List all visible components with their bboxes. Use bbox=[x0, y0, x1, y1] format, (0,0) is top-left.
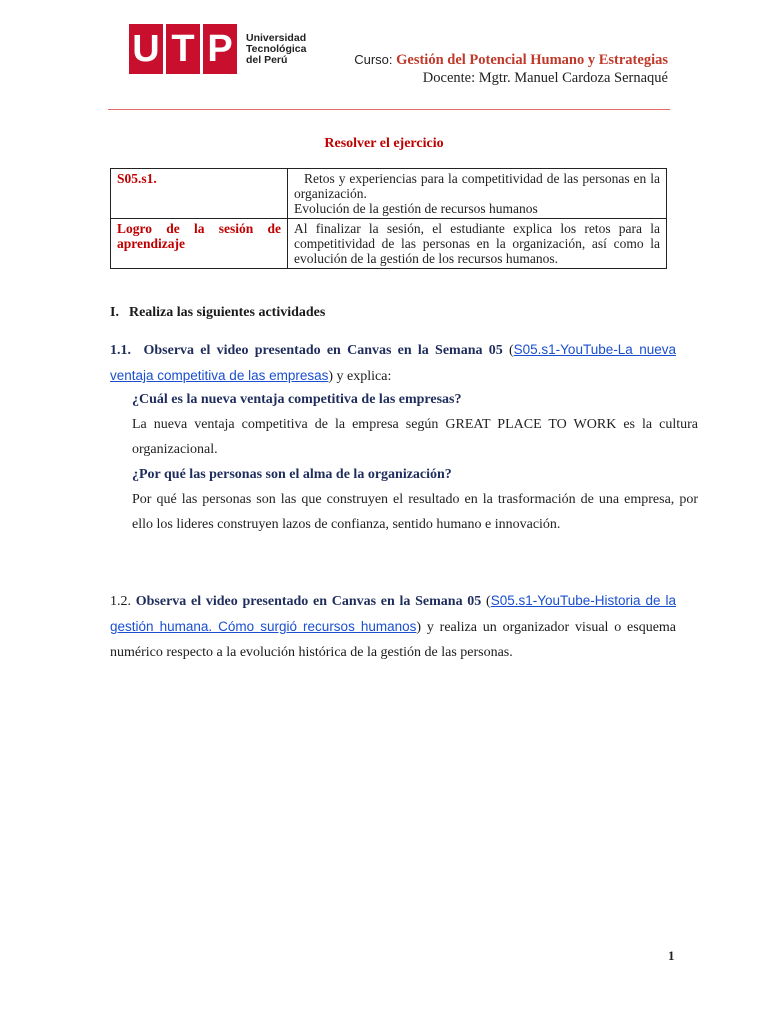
activity-1-2-instruction: Observa el video presentado en Canvas en la Semana 05 bbox=[135, 594, 482, 609]
course-name: Gestión del Potencial Humano y Estrategias bbox=[396, 52, 668, 68]
activity-1-1-instruction: Observa el video presentado en Canvas en la Semana 05 bbox=[143, 343, 503, 358]
session-code-cell: S05.s1. bbox=[111, 169, 288, 219]
page-number: 1 bbox=[668, 948, 675, 963]
learning-goal-text: Al finalizar la sesión, el estudiante explica los retos para la competitividad de las personas en la organización, así como la evolución de la gestión de los recursos humanos. bbox=[288, 219, 667, 269]
table-row bbox=[111, 219, 667, 269]
question-2: ¿Por qué las personas son el alma de la organización? bbox=[132, 467, 452, 482]
session-topic-b: Evolución de la gestión de recursos humanos bbox=[294, 201, 538, 216]
session-info-table bbox=[110, 168, 667, 269]
activity-1-1-number: 1.1. bbox=[110, 343, 131, 358]
utp-logo bbox=[129, 24, 306, 74]
activity-1-2-video-link[interactable]: S05.s1-YouTube-Historia de la gestión humana. Cómo surgió recursos humanos bbox=[110, 593, 677, 634]
activity-1-2-after-link: ) y realiza un organizador visual o esquema numérico respecto a la evolución histórica de la gestión de las personas. bbox=[110, 620, 677, 660]
document-header bbox=[354, 51, 668, 87]
section-heading bbox=[110, 305, 325, 321]
session-topic-cell bbox=[288, 169, 667, 219]
activity-1-1-video-link[interactable]: S05.s1-YouTube-La nueva ventaja competitiva de las empresas bbox=[110, 342, 677, 383]
logo-text-line-1: Universidad bbox=[246, 31, 307, 44]
exercise-title: Resolver el ejercicio bbox=[324, 136, 444, 151]
section-title: Realiza las siguientes actividades bbox=[128, 305, 326, 320]
table-row bbox=[111, 169, 667, 219]
logo-text bbox=[246, 33, 306, 66]
logo-letter-t: T bbox=[166, 24, 200, 74]
session-topic-a: Retos y experiencias para la competitividad de las personas en la organización. bbox=[294, 171, 660, 201]
section-number: I. bbox=[110, 305, 119, 320]
course-line bbox=[354, 51, 668, 69]
learning-goal-label: Logro de la sesión de aprendizaje bbox=[111, 219, 288, 269]
activity-1-2-number: 1.2. bbox=[110, 594, 131, 609]
activity-1-1-after-link: ) y explica: bbox=[328, 369, 392, 384]
logo-text-line-2: Tecnológica bbox=[246, 42, 307, 55]
answer-2: Por qué las personas son las que construyen el resultado en la trasformación de una empresa, por ello los lideres construyen lazos de confianza, sentido humano e innovación. bbox=[132, 492, 698, 532]
activity-1-1-open-paren: ( bbox=[502, 343, 514, 358]
answer-1: La nueva ventaja competitiva de la empresa según GREAT PLACE TO WORK es la cultura organizacional. bbox=[132, 417, 698, 457]
activity-1-1-answers bbox=[110, 387, 698, 537]
activity-1-2-open-paren: ( bbox=[481, 594, 491, 609]
logo-letter-p: P bbox=[203, 24, 237, 74]
question-1: ¿Cuál es la nueva ventaja competitiva de las empresas? bbox=[132, 392, 462, 407]
course-label: Curso: bbox=[354, 52, 397, 67]
logo-text-line-3: del Perú bbox=[246, 53, 288, 66]
header-divider bbox=[108, 109, 670, 110]
activity-1-1 bbox=[110, 337, 676, 389]
logo-letter-u: U bbox=[129, 24, 163, 74]
activity-1-2 bbox=[110, 588, 676, 665]
docente-line: Docente: Mgtr. Manuel Cardoza Sernaqué bbox=[422, 70, 668, 86]
